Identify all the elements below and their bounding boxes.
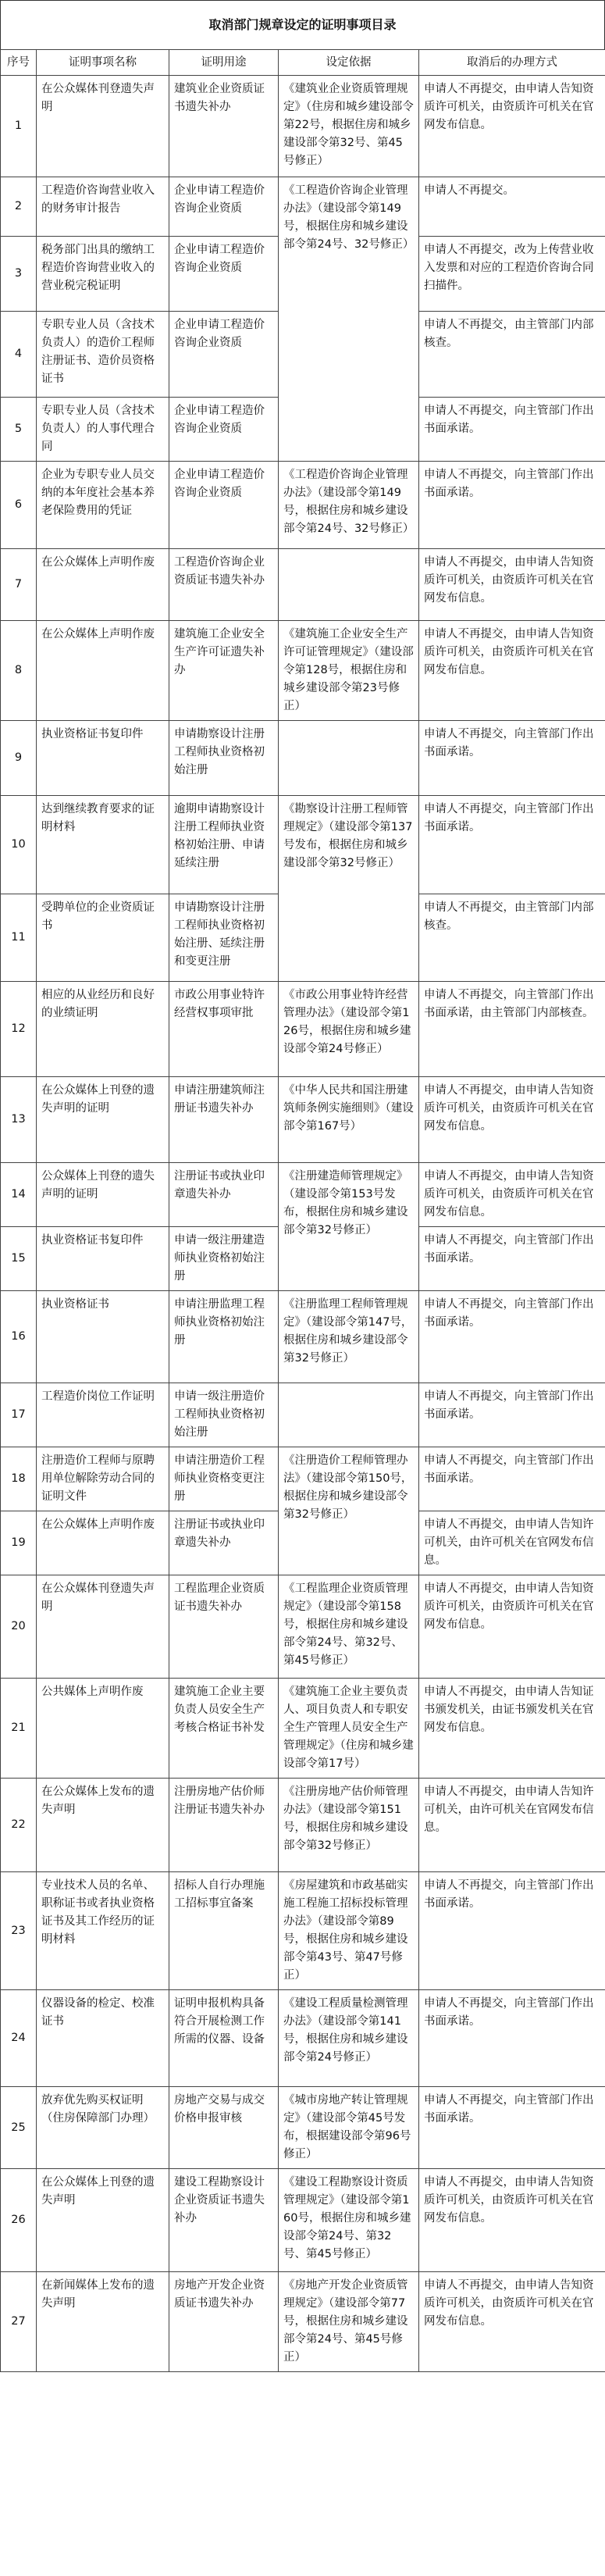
handling-method-cell: 申请人不再提交，向主管部门作出书面承诺。 [419,2087,605,2169]
legal-basis-cell [279,1383,419,1447]
row-number: 14 [1,1163,37,1227]
purpose-cell: 企业申请工程造价咨询企业资质 [169,312,279,398]
table-row [1,2169,605,2272]
handling-method-cell: 申请人不再提交，由申请人告知资质许可机关，由资质许可机关在官网发布信息。 [419,1575,605,1679]
row-number: 1 [1,76,37,177]
legal-basis-cell: 《建筑施工企业安全生产许可证管理规定》（建设部令第128号，根据住房和城乡建设部令第23号修正） [279,621,419,721]
purpose-cell: 申请勘察设计注册工程师执业资格初始注册、延续注册和变更注册 [169,894,279,982]
row-number: 13 [1,1077,37,1163]
header-purpose: 证明用途 [169,50,279,76]
handling-method-cell: 申请人不再提交，向主管部门作出书面承诺。 [419,398,605,462]
table-row [1,1779,605,1872]
row-number: 24 [1,1990,37,2087]
table-row [1,1383,605,1447]
row-number: 12 [1,982,37,1077]
handling-method-cell: 申请人不再提交，由申请人告知资质许可机关，由资质许可机关在官网发布信息。 [419,2169,605,2272]
row-number: 6 [1,462,37,549]
purpose-cell: 企业申请工程造价咨询企业资质 [169,177,279,237]
handling-method-cell: 申请人不再提交，改为上传营业收入发票和对应的工程造价咨询合同扫描件。 [419,237,605,312]
purpose-cell: 建筑业企业资质证书遗失补办 [169,76,279,177]
item-name-cell: 在新闻媒体上发布的遗失声明 [37,2272,169,2372]
handling-method-cell: 申请人不再提交，由申请人告知资质许可机关，由资质许可机关在官网发布信息。 [419,1077,605,1163]
purpose-cell: 申请一级注册建造师执业资格初始注册 [169,1227,279,1291]
row-number: 9 [1,721,37,796]
row-number: 21 [1,1679,37,1779]
purpose-cell: 市政公用事业特许经营权事项审批 [169,982,279,1077]
legal-basis-cell: 《工程监理企业资质管理规定》（建设部令第158号，根据住房和城乡建设部令第24号、第32号、第45号修正） [279,1575,419,1679]
row-number: 16 [1,1291,37,1383]
legal-basis-cell: 《房地产开发企业资质管理规定》（建设部令第77号，根据住房和城乡建设部令第24号、第45号修正） [279,2272,419,2372]
row-number: 15 [1,1227,37,1291]
handling-method-cell: 申请人不再提交，向主管部门作出书面承诺。 [419,1383,605,1447]
purpose-cell: 注册证书或执业印章遗失补办 [169,1511,279,1575]
header-number: 序号 [1,50,37,76]
header-legal-basis: 设定依据 [279,50,419,76]
item-name-cell: 在公众媒体上发布的遗失声明 [37,1779,169,1872]
table-row [1,549,605,621]
item-name-cell: 工程造价咨询营业收入的财务审计报告 [37,177,169,237]
handling-method-cell: 申请人不再提交，向主管部门作出书面承诺，由主管部门内部核查。 [419,982,605,1077]
item-name-cell: 达到继续教育要求的证明材料 [37,796,169,894]
handling-method-cell: 申请人不再提交，向主管部门作出书面承诺。 [419,1872,605,1990]
legal-basis-cell: 《市政公用事业特许经营管理办法》（建设部令第126号，根据住房和城乡建设部令第24号修正） [279,982,419,1077]
handling-method-cell: 申请人不再提交，由主管部门内部核查。 [419,312,605,398]
table-row [1,2087,605,2169]
table-row [1,621,605,721]
item-name-cell: 专业技术人员的名单、职称证书或者执业资格证书及其工作经历的证明材料 [37,1872,169,1990]
table-row [1,796,605,894]
row-number: 25 [1,2087,37,2169]
purpose-cell: 建筑施工企业主要负责人员安全生产考核合格证书补发 [169,1679,279,1779]
row-number: 26 [1,2169,37,2272]
legal-basis-cell: 《注册造价工程师管理办法》（建设部令第150号，根据住房和城乡建设部令第32号修正） [279,1447,419,1575]
item-name-cell: 专职专业人员（含技术负责人）的造价工程师注册证书、造价员资格证书 [37,312,169,398]
table-row [1,1990,605,2087]
item-name-cell: 在公众媒体刊登遗失声明 [37,76,169,177]
table-row [1,2272,605,2372]
certificate-items-table [0,49,605,2372]
legal-basis-cell: 《注册监理工程师管理规定》（建设部令第147号，根据住房和城乡建设部令第32号修正） [279,1291,419,1383]
handling-method-cell: 申请人不再提交。 [419,177,605,237]
handling-method-cell: 申请人不再提交，由申请人告知资质许可机关，由资质许可机关在官网发布信息。 [419,549,605,621]
item-name-cell: 仪器设备的检定、校准证书 [37,1990,169,2087]
item-name-cell: 注册造价工程师与原聘用单位解除劳动合同的证明文件 [37,1447,169,1511]
row-number: 23 [1,1872,37,1990]
item-name-cell: 公共媒体上声明作废 [37,1679,169,1779]
row-number: 2 [1,177,37,237]
legal-basis-cell: 《勘察设计注册工程师管理规定》（建设部令第137号发布，根据住房和城乡建设部令第32号修正） [279,796,419,982]
table-row [1,1679,605,1779]
table-header-row [1,50,605,76]
row-number: 7 [1,549,37,621]
row-number: 5 [1,398,37,462]
handling-method-cell: 申请人不再提交，由主管部门内部核查。 [419,894,605,982]
item-name-cell: 在公众媒体上声明作废 [37,549,169,621]
item-name-cell: 公众媒体上刊登的遗失声明的证明 [37,1163,169,1227]
row-number: 18 [1,1447,37,1511]
row-number: 22 [1,1779,37,1872]
purpose-cell: 企业申请工程造价咨询企业资质 [169,237,279,312]
item-name-cell: 工程造价岗位工作证明 [37,1383,169,1447]
legal-basis-cell: 《建筑业企业资质管理规定》（住房和城乡建设部令第22号，根据住房和城乡建设部令第32号、第45号修正） [279,76,419,177]
handling-method-cell: 申请人不再提交，向主管部门作出书面承诺。 [419,721,605,796]
item-name-cell: 专职专业人员（含技术负责人）的人事代理合同 [37,398,169,462]
purpose-cell: 申请勘察设计注册工程师执业资格初始注册 [169,721,279,796]
handling-method-cell: 申请人不再提交，向主管部门作出书面承诺。 [419,1291,605,1383]
table-row [1,1077,605,1163]
legal-basis-cell [279,721,419,796]
header-item-name: 证明事项名称 [37,50,169,76]
table-row [1,1291,605,1383]
legal-basis-cell: 《建筑施工企业主要负责人、项目负责人和专职安全生产管理人员安全生产管理规定》（住房和城乡建设部令第17号） [279,1679,419,1779]
purpose-cell: 建筑施工企业安全生产许可证遗失补办 [169,621,279,721]
handling-method-cell: 申请人不再提交，由申请人告知资质许可机关，由资质许可机关在官网发布信息。 [419,76,605,177]
handling-method-cell: 申请人不再提交，向主管部门作出书面承诺。 [419,796,605,894]
handling-method-cell: 申请人不再提交，由申请人告知许可机关，由许可机关在官网发布信息。 [419,1779,605,1872]
item-name-cell: 在公众媒体上声明作废 [37,1511,169,1575]
table-row [1,76,605,177]
purpose-cell: 房地产交易与成交价格申报审核 [169,2087,279,2169]
legal-basis-cell: 《城市房地产转让管理规定》（建设部令第45号发布，根据建设部令第96号修正） [279,2087,419,2169]
purpose-cell: 申请一级注册造价工程师执业资格初始注册 [169,1383,279,1447]
item-name-cell: 执业资格证书复印件 [37,721,169,796]
row-number: 3 [1,237,37,312]
item-name-cell: 税务部门出具的缴纳工程造价咨询营业收入的营业税完税证明 [37,237,169,312]
row-number: 19 [1,1511,37,1575]
purpose-cell: 注册证书或执业印章遗失补办 [169,1163,279,1227]
item-name-cell: 受聘单位的企业资质证书 [37,894,169,982]
handling-method-cell: 申请人不再提交，由申请人告知证书颁发机关，由证书颁发机关在官网发布信息。 [419,1679,605,1779]
item-name-cell: 相应的从业经历和良好的业绩证明 [37,982,169,1077]
handling-method-cell: 申请人不再提交，向主管部门作出书面承诺。 [419,462,605,549]
purpose-cell: 工程监理企业资质证书遗失补办 [169,1575,279,1679]
purpose-cell: 申请注册造价工程师执业资格变更注册 [169,1447,279,1511]
legal-basis-cell [279,549,419,621]
row-number: 17 [1,1383,37,1447]
handling-method-cell: 申请人不再提交，由申请人告知资质许可机关，由资质许可机关在官网发布信息。 [419,2272,605,2372]
table-body [1,76,605,2372]
legal-basis-cell: 《建设工程质量检测管理办法》（建设部令第141号，根据住房和城乡建设部令第24号修正） [279,1990,419,2087]
legal-basis-cell: 《注册建造师管理规定》（建设部令第153号发布，根据住房和城乡建设部令第32号修正） [279,1163,419,1291]
purpose-cell: 企业申请工程造价咨询企业资质 [169,398,279,462]
row-number: 10 [1,796,37,894]
purpose-cell: 注册房地产估价师注册证书遗失补办 [169,1779,279,1872]
legal-basis-cell: 《中华人民共和国注册建筑师条例实施细则》（建设部令第167号） [279,1077,419,1163]
document-title: 取消部门规章设定的证明事项目录 [0,0,605,49]
header-handling-method: 取消后的办理方式 [419,50,605,76]
purpose-cell: 企业申请工程造价咨询企业资质 [169,462,279,549]
table-row [1,1872,605,1990]
purpose-cell: 申请注册监理工程师执业资格初始注册 [169,1291,279,1383]
item-name-cell: 在公众媒体上刊登的遗失声明 [37,2169,169,2272]
purpose-cell: 建设工程勘察设计企业资质证书遗失补办 [169,2169,279,2272]
legal-basis-cell: 《房屋建筑和市政基础实施工程施工招标投标管理办法》（建设部令第89号，根据住房和城乡建设部令第43号、第47号修正） [279,1872,419,1990]
purpose-cell: 证明申报机构具备符合开展检测工作所需的仪器、设备 [169,1990,279,2087]
handling-method-cell: 申请人不再提交，由申请人告知资质许可机关，由资质许可机关在官网发布信息。 [419,1163,605,1227]
handling-method-cell: 申请人不再提交，由申请人告知许可机关，由许可机关在官网发布信息。 [419,1511,605,1575]
legal-basis-cell: 《注册房地产估价师管理办法》（建设部令第151号，根据住房和城乡建设部令第32号修正） [279,1779,419,1872]
row-number: 11 [1,894,37,982]
item-name-cell: 在公众媒体上声明作废 [37,621,169,721]
item-name-cell: 企业为专职专业人员交纳的本年度社会基本养老保险费用的凭证 [37,462,169,549]
purpose-cell: 逾期申请勘察设计注册工程师执业资格初始注册、申请延续注册 [169,796,279,894]
legal-basis-cell: 《工程造价咨询企业管理办法》（建设部令第149号，根据住房和城乡建设部令第24号、32号修正） [279,177,419,462]
row-number: 27 [1,2272,37,2372]
table-row [1,462,605,549]
item-name-cell: 放弃优先购买权证明（住房保障部门办理） [37,2087,169,2169]
handling-method-cell: 申请人不再提交，由申请人告知资质许可机关，由资质许可机关在官网发布信息。 [419,621,605,721]
item-name-cell: 执业资格证书 [37,1291,169,1383]
purpose-cell: 申请注册建筑师注册证书遗失补办 [169,1077,279,1163]
row-number: 8 [1,621,37,721]
purpose-cell: 招标人自行办理施工招标事宜备案 [169,1872,279,1990]
purpose-cell: 房地产开发企业资质证书遗失补办 [169,2272,279,2372]
table-row [1,1575,605,1679]
table-row [1,177,605,237]
purpose-cell: 工程造价咨询企业资质证书遗失补办 [169,549,279,621]
table-row [1,721,605,796]
handling-method-cell: 申请人不再提交，向主管部门作出书面承诺。 [419,1990,605,2087]
handling-method-cell: 申请人不再提交，向主管部门作出书面承诺。 [419,1227,605,1291]
item-name-cell: 在公众媒体上刊登的遗失声明的证明 [37,1077,169,1163]
item-name-cell: 执业资格证书复印件 [37,1227,169,1291]
row-number: 20 [1,1575,37,1679]
handling-method-cell: 申请人不再提交，向主管部门作出书面承诺。 [419,1447,605,1511]
table-row [1,1163,605,1227]
legal-basis-cell: 《建设工程勘察设计资质管理规定》（建设部令第160号，根据住房和城乡建设部令第24号、第32号、第45号修正） [279,2169,419,2272]
table-row [1,982,605,1077]
row-number: 4 [1,312,37,398]
item-name-cell: 在公众媒体刊登遗失声明 [37,1575,169,1679]
legal-basis-cell: 《工程造价咨询企业管理办法》（建设部令第149号，根据住房和城乡建设部令第24号、32号修正） [279,462,419,549]
table-row [1,1447,605,1511]
